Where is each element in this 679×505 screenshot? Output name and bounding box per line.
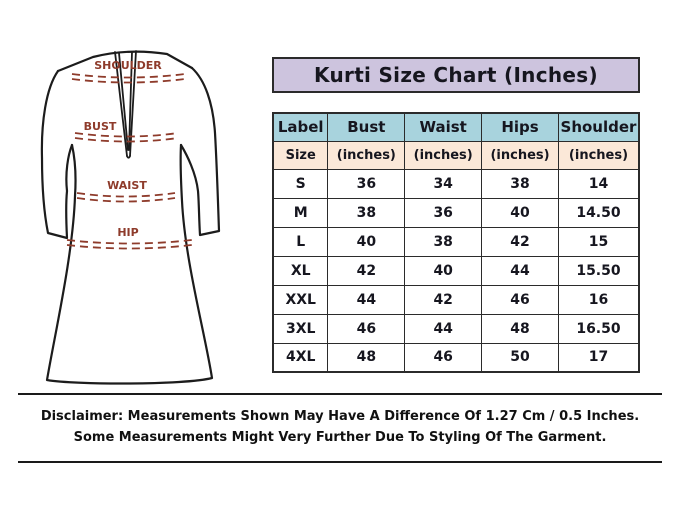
table-units-row bbox=[273, 141, 639, 169]
table-row-m bbox=[273, 198, 639, 227]
bust-cell: 38 bbox=[328, 198, 405, 227]
size-cell: XL bbox=[273, 256, 328, 285]
size-table bbox=[272, 112, 640, 373]
hips-cell: 40 bbox=[482, 198, 559, 227]
shoulder-cell: 15.50 bbox=[558, 256, 639, 285]
disclaimer-line-1: Disclaimer: Measurements Shown May Have A Difference Of 1.27 Cm / 0.5 Inches. bbox=[40, 409, 640, 425]
size-cell: L bbox=[273, 227, 328, 256]
waist-measure-line bbox=[77, 193, 175, 202]
waist-label: WAIST bbox=[107, 179, 147, 192]
bust-cell: 42 bbox=[328, 256, 405, 285]
waist-cell: 44 bbox=[405, 314, 482, 343]
column-header-label: Label bbox=[273, 113, 328, 141]
hips-cell: 48 bbox=[482, 314, 559, 343]
chart-title-box bbox=[272, 57, 640, 93]
table-row-xl bbox=[273, 256, 639, 285]
shoulder-label: SHOULDER bbox=[94, 59, 162, 72]
column-header-hips: Hips bbox=[482, 113, 559, 141]
kurti-diagram bbox=[15, 33, 265, 401]
waist-cell: 36 bbox=[405, 198, 482, 227]
hip-label: HIP bbox=[117, 226, 139, 239]
units-cell: (inches) bbox=[328, 141, 405, 169]
waist-cell: 34 bbox=[405, 169, 482, 198]
table-row-s bbox=[273, 169, 639, 198]
bust-label: BUST bbox=[83, 120, 117, 133]
waist-cell: 46 bbox=[405, 343, 482, 372]
shoulder-cell: 16.50 bbox=[558, 314, 639, 343]
bust-cell: 46 bbox=[328, 314, 405, 343]
size-cell: S bbox=[273, 169, 328, 198]
shoulder-cell: 17 bbox=[558, 343, 639, 372]
hips-cell: 44 bbox=[482, 256, 559, 285]
table-row-4xl bbox=[273, 343, 639, 372]
waist-cell: 40 bbox=[405, 256, 482, 285]
column-header-shoulder: Shoulder bbox=[558, 113, 639, 141]
table-row-l bbox=[273, 227, 639, 256]
waist-cell: 42 bbox=[405, 285, 482, 314]
shoulder-cell: 14.50 bbox=[558, 198, 639, 227]
units-cell: (inches) bbox=[558, 141, 639, 169]
chart-title: Kurti Size Chart (Inches) bbox=[314, 63, 598, 87]
size-cell: 3XL bbox=[273, 314, 328, 343]
units-cell: (inches) bbox=[405, 141, 482, 169]
size-cell: 4XL bbox=[273, 343, 328, 372]
units-cell: (inches) bbox=[482, 141, 559, 169]
hips-cell: 50 bbox=[482, 343, 559, 372]
waist-cell: 38 bbox=[405, 227, 482, 256]
hips-cell: 38 bbox=[482, 169, 559, 198]
table-row-xxl bbox=[273, 285, 639, 314]
shoulder-cell: 14 bbox=[558, 169, 639, 198]
bust-cell: 40 bbox=[328, 227, 405, 256]
kurti-outline bbox=[42, 51, 219, 384]
table-row-3xl bbox=[273, 314, 639, 343]
shoulder-measure-line bbox=[72, 74, 185, 83]
column-header-waist: Waist bbox=[405, 113, 482, 141]
size-cell: XXL bbox=[273, 285, 328, 314]
kurti-svg bbox=[15, 33, 265, 401]
hip-measure-line bbox=[67, 240, 192, 249]
disclaimer-section bbox=[18, 393, 662, 463]
measure-lines bbox=[67, 74, 192, 249]
bust-cell: 48 bbox=[328, 343, 405, 372]
bust-cell: 36 bbox=[328, 169, 405, 198]
column-header-bust: Bust bbox=[328, 113, 405, 141]
shoulder-cell: 15 bbox=[558, 227, 639, 256]
hips-cell: 42 bbox=[482, 227, 559, 256]
hips-cell: 46 bbox=[482, 285, 559, 314]
bust-cell: 44 bbox=[328, 285, 405, 314]
disclaimer-line-2: Some Measurements Might Very Further Due To Styling Of The Garment. bbox=[73, 430, 607, 445]
units-cell: Size bbox=[273, 141, 328, 169]
shoulder-cell: 16 bbox=[558, 285, 639, 314]
table-header-row bbox=[273, 113, 639, 141]
size-cell: M bbox=[273, 198, 328, 227]
